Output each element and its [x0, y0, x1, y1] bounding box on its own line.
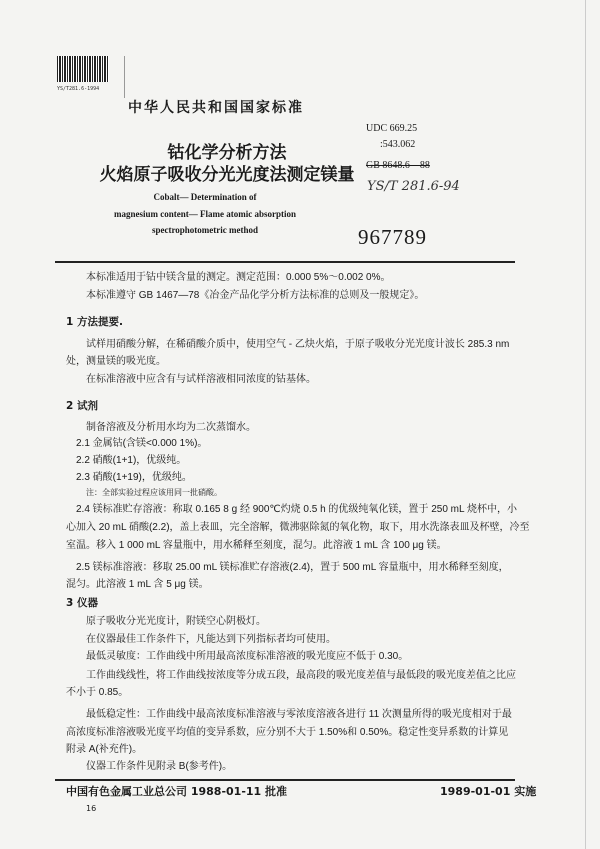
- paragraph-line: 工作曲线线性，将工作曲线按浓度等分成五段，最高段的吸光度差值与最低段的吸光度差值之比应: [86, 670, 516, 681]
- paragraph-line: 制备溶液及分析用水均为二次蒸馏水。: [86, 422, 256, 433]
- section-heading: 2 试剂: [66, 400, 98, 412]
- english-title-2: magnesium content— Flame atomic absorption: [114, 209, 296, 219]
- udc-code: UDC 669.25: [366, 123, 418, 134]
- section-heading: 1 方法提要.: [66, 316, 123, 328]
- title-line-1: 钴化学分析方法: [167, 143, 287, 163]
- paragraph-line: 仪器工作条件见附录 B(参考件)。: [86, 761, 233, 772]
- paragraph-line: 2.1 金属钴(含镁<0.000 1%)。: [76, 438, 208, 449]
- paragraph-line: 室温。移入 1 000 mL 容量瓶中，用水稀释至刻度，混匀。此溶液 1 mL 含 100 μg 镁。: [66, 540, 447, 551]
- scan-border: [585, 0, 586, 849]
- section-heading: 3 仪器: [66, 597, 98, 609]
- paragraph-line: 混匀。此溶液 1 mL 含 5 μg 镁。: [66, 579, 209, 590]
- page-number: 16: [86, 804, 97, 813]
- national-standard-heading: 中华人民共和国国家标准: [128, 100, 304, 116]
- paragraph-line: 高浓度标准溶液吸光度平均值的变异系数，应分别不大于 1.50%和 0.50%。稳定性变异系数的计算见: [66, 727, 509, 738]
- divider: [124, 56, 125, 98]
- header-rule: [55, 261, 515, 263]
- paragraph-line: 心加入 20 mL 硝酸(2.2)，盖上表皿，完全溶解，微沸驱除氮的氧化物，取下，用水洗涤表皿及杯壁，冷至: [66, 522, 530, 533]
- intro-line: 本标准适用于钴中镁含量的测定。测定范围：0.000 5%～0.002 0%。: [86, 272, 391, 283]
- paragraph-line: 2.2 硝酸(1+1)，优级纯。: [76, 455, 187, 466]
- paragraph-line: 原子吸收分光光度计，附镁空心阴极灯。: [86, 616, 266, 627]
- paragraph-line: 处，测量镁的吸光度。: [66, 356, 166, 367]
- paragraph-line: 最低灵敏度：工作曲线中所用最高浓度标准溶液的吸光度应不低于 0.30。: [86, 651, 409, 662]
- footer-rule: [55, 779, 515, 781]
- note-line: 注：全部实验过程应该用同一批硝酸。: [86, 488, 222, 497]
- paragraph-line: 最低稳定性：工作曲线中最高浓度标准溶液与零浓度溶液各进行 11 次测量所得的吸光度相对于最: [86, 709, 512, 720]
- paragraph-line: 2.3 硝酸(1+19)，优级纯。: [76, 472, 192, 483]
- paragraph-line: 2.5 镁标准溶液：移取 25.00 mL 镁标准贮存溶液(2.4)，置于 500 mL 容量瓶中，用水稀释至刻度，: [76, 562, 509, 573]
- paragraph-line: 不小于 0.85。: [66, 687, 129, 698]
- title-line-2: 火焰原子吸收分光光度法测定镁量: [99, 165, 355, 185]
- english-title-1: Cobalt— Determination of: [153, 192, 257, 202]
- effective-date: 1989-01-01 实施: [440, 785, 537, 798]
- english-title-3: spectrophotometric method: [151, 225, 259, 235]
- approval-date: 中国有色金属工业总公司 1988-01-11 批准: [66, 785, 288, 798]
- barcode-label: YS/T281.6-1994: [57, 86, 100, 92]
- document-number: 967789: [358, 225, 427, 249]
- barcode: [57, 56, 109, 82]
- paragraph-line: 2.4 镁标准贮存溶液：称取 0.165 8 g 经 900℃灼烧 0.5 h 的优级纯氧化镁，置于 250 mL 烧杯中，小: [76, 504, 517, 515]
- intro-line: 本标准遵守 GB 1467—78《冶金产品化学分析方法标准的总则及一般规定》。: [86, 290, 425, 301]
- old-standard-code: GB 8648.6—88: [366, 160, 430, 171]
- udc-code-2: :543.062: [380, 139, 416, 150]
- handwritten-code: YS/T 281.6-94: [367, 179, 460, 194]
- paragraph-line: 附录 A(补充件)。: [66, 744, 143, 755]
- paragraph-line: 在标准溶液中应含有与试样溶液相同浓度的钴基体。: [86, 374, 316, 385]
- paragraph-line: 试样用硝酸分解，在稀硝酸介质中，使用空气 - 乙炔火焰，于原子吸收分光光度计波长 285.3 nm: [86, 339, 510, 350]
- paragraph-line: 在仪器最佳工作条件下，凡能达到下列指标者均可使用。: [86, 634, 336, 645]
